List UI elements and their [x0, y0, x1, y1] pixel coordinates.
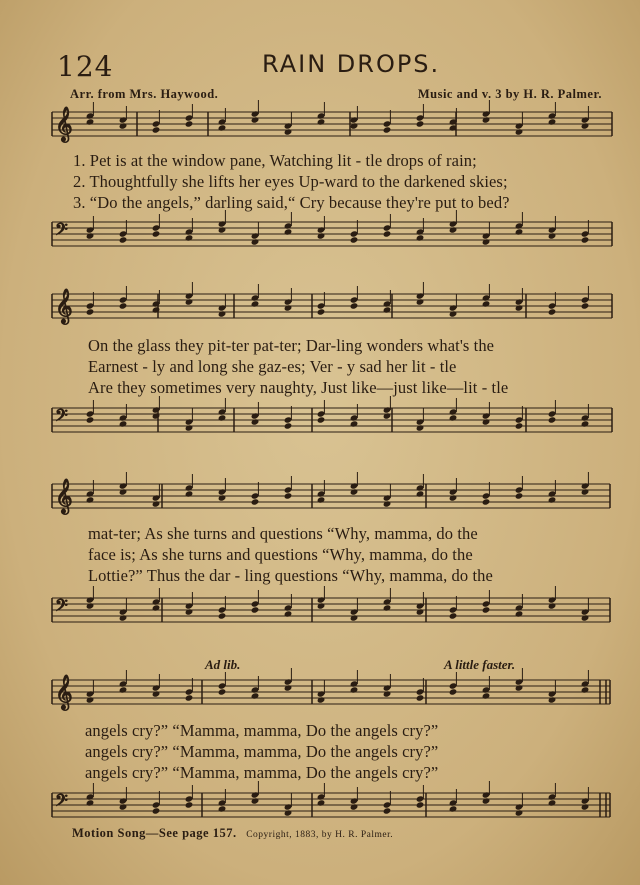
note-head — [119, 614, 128, 621]
note-head — [218, 688, 227, 695]
note-head — [350, 420, 359, 427]
staff-lines — [52, 107, 612, 817]
note-head — [86, 799, 95, 806]
note-head — [581, 803, 590, 810]
note-head — [119, 236, 128, 243]
note-head — [350, 614, 359, 621]
note-head — [218, 124, 227, 131]
note-head — [383, 807, 392, 814]
motion-song-note: Motion Song—See page 157. — [72, 826, 237, 840]
note-head — [482, 300, 491, 307]
bass-clef-icon: 𝄢 — [55, 790, 68, 814]
note-head — [251, 606, 260, 613]
note-head — [548, 308, 557, 315]
note-head — [383, 500, 392, 507]
note-head — [350, 488, 359, 495]
note-head — [218, 612, 227, 619]
note-head — [119, 488, 128, 495]
note-head — [251, 498, 260, 505]
note-head — [482, 797, 491, 804]
lyric-line: 3. “Do the angels,” darling said,“ Cry because they're put to bed? — [73, 193, 510, 212]
note-head — [383, 230, 392, 237]
lyric-line: Are they sometimes very naughty, Just like—just like—lit - tle — [88, 378, 509, 397]
note-head — [152, 412, 161, 419]
note-head — [284, 228, 293, 235]
note-head — [416, 801, 425, 808]
note-head — [317, 416, 326, 423]
note-head — [581, 686, 590, 693]
note-head — [185, 234, 194, 241]
note-head — [218, 494, 227, 501]
note-head — [416, 694, 425, 701]
treble-clef-icon: 𝄞 — [55, 675, 73, 710]
note-head — [515, 128, 524, 135]
note-head — [119, 686, 128, 693]
note-head — [383, 126, 392, 133]
note-head — [548, 416, 557, 423]
copyright-notice: Copyright, 1883, by H. R. Palmer. — [246, 830, 394, 840]
note-head — [251, 300, 260, 307]
lyric-line: 1. Pet is at the window pane, Watching lit - tle drops of rain; — [73, 151, 477, 170]
note-head — [152, 126, 161, 133]
note-head — [581, 614, 590, 621]
note-head — [152, 807, 161, 814]
note-head — [482, 692, 491, 699]
note-head — [383, 604, 392, 611]
note-head — [449, 612, 458, 619]
note-head — [284, 809, 293, 816]
note-head — [416, 490, 425, 497]
treble-clef-icon: 𝄞 — [55, 479, 73, 514]
note-head — [350, 803, 359, 810]
note-head — [581, 236, 590, 243]
note-head — [449, 226, 458, 233]
note-head — [152, 690, 161, 697]
bass-clef-icon: 𝄢 — [55, 219, 68, 243]
note-head — [86, 308, 95, 315]
note-head — [119, 122, 128, 129]
note-head — [284, 492, 293, 499]
note-head — [515, 684, 524, 691]
note-head — [251, 797, 260, 804]
note-head — [185, 490, 194, 497]
note-head — [218, 805, 227, 812]
note-head — [152, 230, 161, 237]
note-head — [284, 684, 293, 691]
note-head — [185, 120, 194, 127]
note-head — [350, 686, 359, 693]
note-head — [317, 696, 326, 703]
bass-clef-icon: 𝄢 — [55, 405, 68, 429]
note-head — [482, 498, 491, 505]
note-head — [152, 604, 161, 611]
note-head — [581, 488, 590, 495]
composer-credit: Music and v. 3 by H. R. Palmer. — [417, 87, 602, 101]
note-head — [581, 122, 590, 129]
note-head — [119, 302, 128, 309]
note-head — [515, 422, 524, 429]
lyric-line: Lottie?” Thus the dar - ling questions “Why, mamma, do the — [88, 566, 493, 585]
lyric-line: angels cry?” “Mamma, mamma, Do the angels cry?” — [85, 763, 439, 782]
note-head — [350, 302, 359, 309]
tempo-mark: Ad lib. — [205, 657, 241, 672]
note-head — [251, 116, 260, 123]
note-head — [515, 492, 524, 499]
note-head — [416, 608, 425, 615]
note-head — [581, 302, 590, 309]
note-head — [284, 422, 293, 429]
note-head — [449, 414, 458, 421]
note-head — [86, 232, 95, 239]
treble-clef-icon: 𝄞 — [55, 107, 73, 142]
bass-clef-icon: 𝄢 — [55, 595, 68, 619]
lyric-line: mat-ter; As she turns and questions “Why, mamma, do the — [88, 524, 478, 543]
lyric-line: 2. Thoughtfully she lifts her eyes Up-ward to the darkened skies; — [73, 172, 508, 191]
note-head — [218, 414, 227, 421]
note-head — [317, 118, 326, 125]
lyric-line: angels cry?” “Mamma, mamma, Do the angels cry?” — [85, 742, 439, 761]
treble-clef-icon: 𝄞 — [55, 289, 73, 324]
note-head — [449, 805, 458, 812]
note-head — [482, 238, 491, 245]
note-head — [548, 118, 557, 125]
note-head — [251, 692, 260, 699]
note-head — [350, 236, 359, 243]
note-head — [317, 799, 326, 806]
note-head — [218, 226, 227, 233]
note-head — [218, 310, 227, 317]
note-head — [515, 228, 524, 235]
note-head — [350, 122, 359, 129]
note-head — [482, 418, 491, 425]
note-head — [119, 420, 128, 427]
note-head — [548, 496, 557, 503]
note-head — [152, 306, 161, 313]
song-title: RAIN DROPS. — [262, 50, 441, 78]
note-head — [317, 496, 326, 503]
note-head — [86, 118, 95, 125]
note-head — [284, 128, 293, 135]
note-head — [185, 608, 194, 615]
note-head — [416, 424, 425, 431]
note-head — [449, 688, 458, 695]
lyric-line: On the glass they pit-ter pat-ter; Dar-ling wonders what's the — [88, 336, 495, 355]
note-head — [86, 602, 95, 609]
note-head — [185, 424, 194, 431]
arranger-credit: Arr. from Mrs. Haywood. — [70, 87, 219, 101]
note-head — [152, 500, 161, 507]
note-head — [416, 234, 425, 241]
note-head — [317, 308, 326, 315]
note-head — [548, 232, 557, 239]
note-head — [251, 238, 260, 245]
note-head — [548, 602, 557, 609]
page-footer — [72, 826, 393, 841]
note-head — [185, 694, 194, 701]
note-head — [383, 412, 392, 419]
note-head — [548, 799, 557, 806]
note-head — [581, 420, 590, 427]
note-head — [86, 496, 95, 503]
note-head — [86, 416, 95, 423]
note-head — [416, 298, 425, 305]
note-head — [86, 696, 95, 703]
lyric-line: face is; As she turns and questions “Why, mamma, do the — [88, 545, 473, 564]
page-number: 124 — [57, 50, 114, 83]
note-head — [119, 803, 128, 810]
note-head — [482, 116, 491, 123]
note-head — [515, 809, 524, 816]
note-head — [185, 298, 194, 305]
note-head — [548, 696, 557, 703]
note-head — [284, 304, 293, 311]
note-head — [317, 232, 326, 239]
note-head — [317, 602, 326, 609]
note-head — [449, 310, 458, 317]
lyric-line: Earnest - ly and long she gaz-es; Ver - y sad her lit - tle — [88, 357, 457, 376]
note-head — [284, 610, 293, 617]
note-head — [416, 120, 425, 127]
tempo-mark: A little faster. — [444, 657, 516, 672]
note-head — [251, 418, 260, 425]
note-head — [515, 304, 524, 311]
note-head — [515, 610, 524, 617]
note-head — [482, 606, 491, 613]
note-head — [449, 494, 458, 501]
note-head — [383, 690, 392, 697]
note-head — [383, 306, 392, 313]
lyric-line: angels cry?” “Mamma, mamma, Do the angels cry?” — [85, 721, 439, 740]
note-head — [185, 801, 194, 808]
